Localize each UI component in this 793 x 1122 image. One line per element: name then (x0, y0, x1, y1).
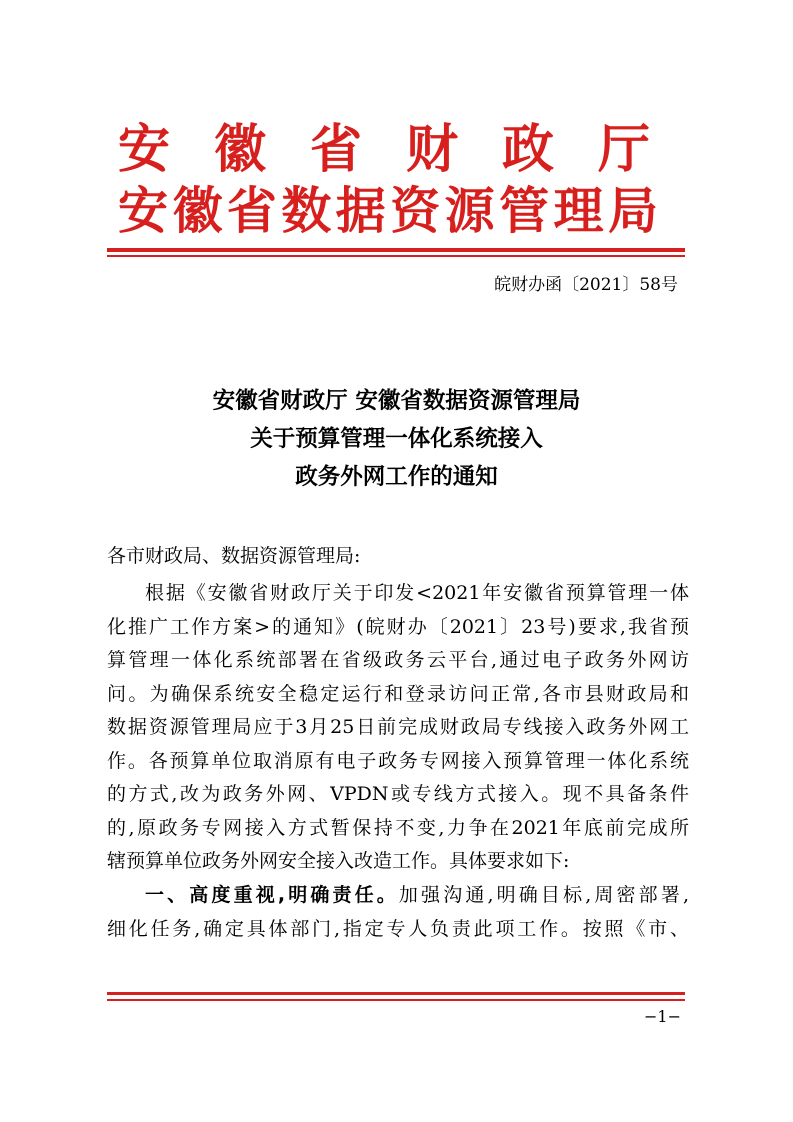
document-number: 皖财办函〔2021〕58号 (494, 275, 678, 295)
header-red-rule-thin (107, 255, 685, 257)
section-heading-1: 一、高度重视,明确责任。 (145, 884, 399, 906)
letterhead-line-2: 安徽省数据资源管理局 (118, 181, 658, 240)
footer-red-rule-thick (107, 992, 685, 995)
paragraph-1-line: 根据《安徽省财政厅关于印发<2021年安徽省预算管理一体 (145, 582, 689, 604)
paragraph-1-line: 辖预算单位政务外网安全接入改造工作。具体要求如下: (107, 850, 570, 872)
paragraph-2-line-1-text: 加强沟通,明确目标,周密部署, (398, 884, 689, 906)
title-line-1: 安徽省财政厅 安徽省数据资源管理局 (212, 388, 581, 414)
paragraph-2 (107, 879, 689, 946)
paragraph-1-line: 数据资源管理局应于3月25日前完成财政局专线接入政务外网工 (107, 716, 689, 738)
title-line-3: 政务外网工作的通知 (295, 464, 498, 490)
title-line-2: 关于预算管理一体化系统接入 (250, 426, 543, 452)
paragraph-2-line-1 (107, 879, 689, 913)
paragraph-1-line: 的方式,改为政务外网、VPDN或专线方式接入。现不具备条件 (107, 783, 689, 805)
salutation: 各市财政局、数据资源管理局: (107, 545, 361, 567)
letterhead-line-1: 安徽省财政厅 (118, 119, 658, 180)
paragraph-1 (107, 577, 689, 879)
paragraph-1-line: 的,原政务专网接入方式暂保持不变,力争在2021年底前完成所 (107, 816, 689, 839)
paragraph-1-line: 算管理一体化系统部署在省级政务云平台,通过电子政务外网访 (107, 649, 689, 671)
header-red-rule-thick (107, 248, 685, 252)
paragraph-1-line: 化推广工作方案>的通知》(皖财办〔2021〕23号)要求,我省预 (107, 615, 689, 638)
paragraph-1-line: 作。各预算单位取消原有电子政务专网接入预算管理一体化系统 (107, 749, 689, 772)
page-number: −1− (644, 1007, 681, 1026)
footer-red-rule-thin (107, 999, 685, 1001)
document-title (100, 382, 693, 496)
paragraph-1-line: 问。为确保系统安全稳定运行和登录访问正常,各市县财政局和 (107, 682, 689, 705)
paragraph-2-line-2: 细化任务,确定具体部门,指定专人负责此项工作。按照《市、 (107, 917, 689, 940)
